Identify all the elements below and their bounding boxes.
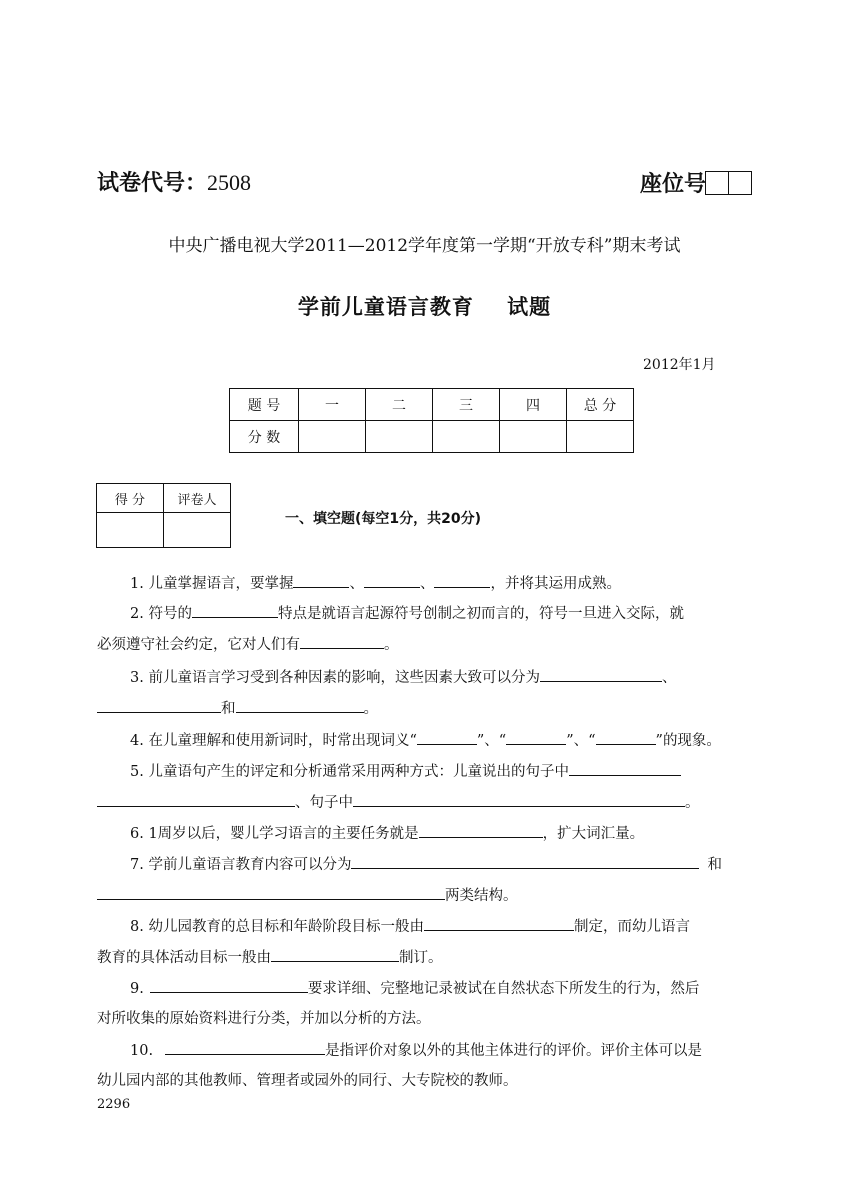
question-7-cont <box>97 885 518 906</box>
question-9-cont: 对所收集的原始资料进行分类，并加以分析的方法。 <box>97 1011 431 1027</box>
question-8 <box>130 916 690 937</box>
grader-name-header: 评卷人 <box>164 484 231 513</box>
question-5-cont: 、句子中 。 <box>97 792 700 813</box>
grader-score-header: 得 分 <box>97 484 164 513</box>
question-1: 1. 儿童掌握语言，要掌握 、 、 ，并将其运用成熟。 <box>130 573 621 594</box>
question-1-text: ，并将其运用成熟。 <box>490 576 621 592</box>
question-8-text: 8. 幼儿园教育的总目标和年龄阶段目标一般由 <box>130 919 424 935</box>
answer-blank[interactable] <box>419 823 543 838</box>
question-5 <box>130 761 681 782</box>
answer-blank[interactable] <box>351 854 699 869</box>
question-2-cont: 必须遵守社会约定，它对人们有 。 <box>97 634 399 655</box>
question-3-cont: 和 。 <box>97 698 378 719</box>
section-1-title: 一、填空题(每空1分，共20分) <box>285 511 482 527</box>
score-header-cell: 二 <box>366 389 433 421</box>
grader-score-cell <box>97 513 164 548</box>
answer-blank[interactable] <box>300 634 384 649</box>
score-value-cell <box>299 421 366 453</box>
question-2 <box>130 603 684 624</box>
seat-box-2 <box>728 171 752 195</box>
exam-title: 学前儿童语言教育 试题 <box>297 295 552 319</box>
answer-blank[interactable] <box>434 573 490 588</box>
answer-blank[interactable] <box>271 947 399 962</box>
question-4-text: 4. 在儿童理解和使用新词时，时常出现词义“ <box>130 733 417 749</box>
answer-blank[interactable] <box>596 730 656 745</box>
question-7 <box>130 854 722 875</box>
score-header-cell: 总 分 <box>567 389 634 421</box>
answer-blank[interactable] <box>192 603 278 618</box>
score-header-cell: 三 <box>433 389 500 421</box>
answer-blank[interactable] <box>353 792 685 807</box>
seat-number-label: 座位号 <box>640 172 707 197</box>
question-8-cont <box>97 947 443 968</box>
answer-blank[interactable] <box>150 978 308 993</box>
question-5-text: 5. 儿童语句产生的评定和分析通常采用两种方式：儿童说出的句子中 <box>130 764 569 780</box>
grader-name-cell <box>164 513 231 548</box>
question-2-text: 必须遵守社会约定，它对人们有 <box>97 637 300 653</box>
answer-blank[interactable] <box>506 730 566 745</box>
seat-number <box>640 167 752 198</box>
seat-box-1 <box>705 171 729 195</box>
score-value-cell <box>500 421 567 453</box>
score-table-header-row <box>230 389 634 421</box>
question-4-text: 的现象。 <box>662 733 721 749</box>
score-value-cell <box>433 421 500 453</box>
score-value-cell <box>366 421 433 453</box>
exam-date: 2012年1月 <box>643 357 716 373</box>
answer-blank[interactable] <box>569 761 681 776</box>
question-7-text: 7. 学前儿童语言教育内容可以分为 <box>130 857 352 873</box>
question-10-text: 10. <box>130 1043 154 1059</box>
score-header-cell: 题 号 <box>230 389 299 421</box>
answer-blank[interactable] <box>97 885 445 900</box>
question-5-text: 、句子中 <box>295 795 353 811</box>
answer-blank[interactable] <box>540 667 662 682</box>
score-header-cell: 一 <box>299 389 366 421</box>
paper-code-value: 2508 <box>207 170 252 195</box>
answer-blank[interactable] <box>97 792 295 807</box>
question-4: 4. 在儿童理解和使用新词时，时常出现词义“ ”、“ ”、“ ”的现象。 <box>130 730 721 751</box>
question-9-text: 要求详细、完整地记录被试在自然状态下所发生的行为，然后 <box>307 981 700 997</box>
question-2-text: 2. 符号的 <box>130 606 192 622</box>
question-2-text: 特点是就语言起源符号创制之初而言的，符号一旦进入交际，就 <box>277 606 684 622</box>
answer-blank[interactable] <box>424 916 574 931</box>
answer-blank[interactable] <box>165 1040 325 1055</box>
paper-code-label: 试卷代号： <box>97 171 208 196</box>
score-row-label: 分 数 <box>230 421 299 453</box>
question-7-text: 两类结构。 <box>445 888 518 904</box>
score-table <box>229 388 634 453</box>
page-number: 2296 <box>97 1097 131 1112</box>
question-1-text: 1. 儿童掌握语言，要掌握 <box>130 576 294 592</box>
score-header-cell: 四 <box>500 389 567 421</box>
question-7-text: 和 <box>707 857 722 873</box>
answer-blank[interactable] <box>364 573 420 588</box>
question-3-text: 和 <box>221 701 236 717</box>
exam-subtitle: 中央广播电视大学2011—2012学年度第一学期“开放专科”期末考试 <box>168 236 681 256</box>
answer-blank[interactable] <box>417 730 477 745</box>
question-8-text: 制定，而幼儿语言 <box>573 919 690 935</box>
question-10 <box>130 1040 702 1061</box>
question-10-cont: 幼儿园内部的其他教师、管理者或园外的同行、大专院校的教师。 <box>97 1073 518 1089</box>
question-9 <box>130 978 699 999</box>
question-9-text: 9. <box>130 981 144 997</box>
question-3-text: 3. 前儿童语言学习受到各种因素的影响，这些因素大致可以分为 <box>130 670 540 686</box>
question-6-text: 6. 1周岁以后，婴儿学习语言的主要任务就是 <box>130 826 419 842</box>
answer-blank[interactable] <box>97 698 221 713</box>
question-6 <box>130 823 644 844</box>
question-8-text: 制订。 <box>399 950 443 966</box>
question-10-text: 是指评价对象以外的其他主体进行的评价。评价主体可以是 <box>325 1043 703 1059</box>
answer-blank[interactable] <box>236 698 364 713</box>
question-8-text: 教育的具体活动目标一般由 <box>97 950 271 966</box>
score-table-value-row <box>230 421 634 453</box>
question-3: 3. 前儿童语言学习受到各种因素的影响，这些因素大致可以分为 、 <box>130 667 676 688</box>
score-value-cell <box>567 421 634 453</box>
question-6-text: ，扩大词汇量。 <box>542 826 645 842</box>
answer-blank[interactable] <box>293 573 349 588</box>
paper-code <box>97 166 251 197</box>
grader-table <box>96 483 231 548</box>
